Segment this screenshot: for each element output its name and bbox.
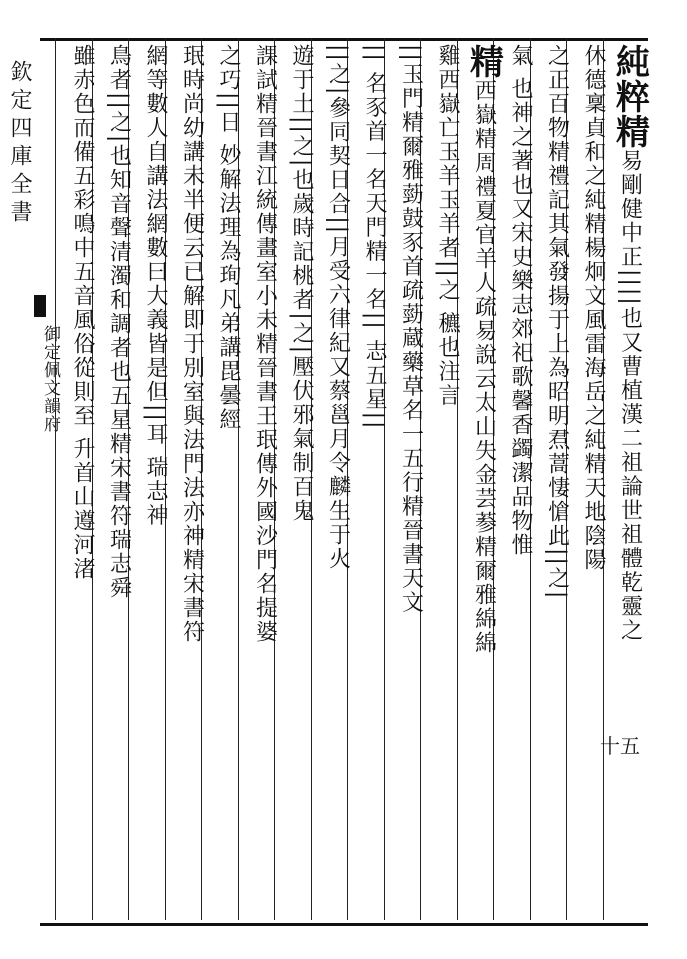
column-text: 遊于土||之|也歲時記桃者|之|壓伏邪氣制百鬼 — [289, 44, 314, 524]
column-text: 之巧||日 妙解法理為珣凡弟講毘曇經 — [216, 44, 241, 432]
column-text: 鳥者||之|也知音聲清濁和調者也五星精宋書符瑞志舜 — [106, 44, 132, 601]
sub-title: 御定佩文韻府 — [40, 325, 60, 433]
column-text: 課試精晉書江統傳畫室小未精晉書王珉傳外國沙門名提婆 — [252, 44, 278, 644]
folio-number: 十五 — [600, 734, 640, 758]
column-text: 雖赤色而備五彩鳴中五音風俗從則至 升首山遵河渚 — [70, 44, 95, 581]
column-text: 網等數人自講法網數曰大義皆是但||耳 瑞志神 — [143, 44, 168, 528]
column-text: 易剛健中正||||也又曹植漢二祖論世祖體乾靈之 — [617, 149, 643, 643]
column-text: ||玉門精爾雅葝鼓豕首疏葝蔵藥草名一五行精晉書天文 — [398, 44, 424, 615]
column-text: 珉時尚幼講未半便云已解即于別室與法門法亦神精宋書符 — [179, 44, 205, 644]
column-text: 氣 也神之著也又宋史樂志郊祀歌馨香蠲潔品物惟 — [508, 44, 533, 557]
column-text: 雞西嶽亡玉羊玉羊者||之 穮也注言 — [435, 44, 460, 408]
text-column — [56, 44, 104, 914]
column-text: || 名豕首一名天門精一名|| 志五星|| — [362, 44, 387, 431]
column-text: 之正百物精禮記其氣發揚于上為昭明焄蒿悽愴此||之| — [544, 44, 570, 601]
column-rule — [55, 38, 56, 920]
column-text: 休德稟貞和之純精楊炯文風雷海岳之純精天地陰陽 — [581, 44, 606, 572]
fish-tail-mark — [34, 295, 46, 317]
column-text: 西嶽精周禮夏官羊人疏易說云太山失金芸𦲞精爾雅綿綿 — [471, 79, 497, 655]
entry-heading: 精 — [463, 44, 504, 79]
entry-heading: 純粹精 — [609, 44, 650, 149]
column-text: ||之|參同契日合||月受六律紀又蔡邕月令麟生于火 — [325, 44, 351, 572]
book-title: 欽定四庫全書 — [7, 60, 32, 228]
